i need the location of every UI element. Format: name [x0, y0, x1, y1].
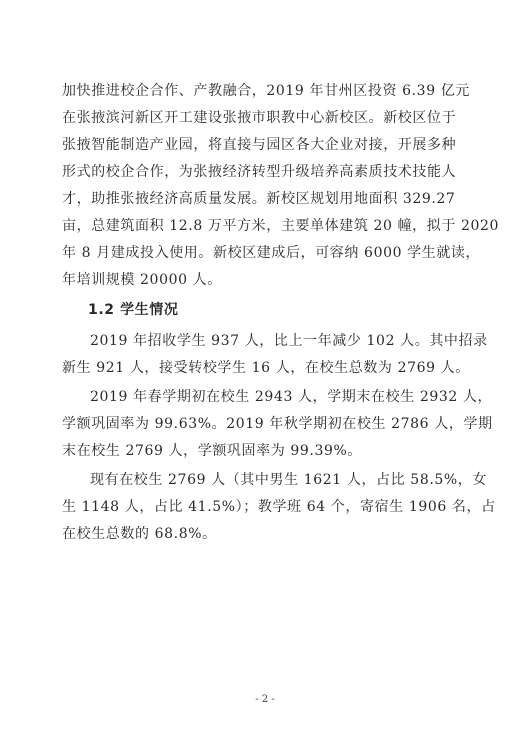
text-line: 年培训规模 20000 人。: [62, 272, 222, 288]
paragraph-enrollment: [62, 328, 488, 382]
section-heading: 1.2 学生情况: [88, 302, 179, 318]
paragraph-retention-rate: [62, 384, 493, 465]
text-line: 新生 921 人，接受转校学生 16 人，在校生总数为 2769 人。: [62, 360, 470, 376]
text-line: 加快推进校企合作、产教融合，2019 年甘州区投资 6.39 亿元: [62, 83, 470, 99]
text-line: 末在校生 2769 人，学额巩固率为 99.39%。: [62, 443, 362, 459]
text-line: 在校生总数的 68.8%。: [62, 526, 217, 542]
text-line: 生 1148 人，占比 41.5%）；教学班 64 个，寄宿生 1906 名，占: [62, 499, 496, 515]
text-line: 现有在校生 2769 人（其中男生 1621 人，占比 58.5%，女: [90, 472, 487, 488]
text-line: 形式的校企合作，为张掖经济转型升级培养高素质技术技能人: [62, 164, 457, 180]
text-line: 2019 年招收学生 937 人，比上一年减少 102 人。其中招录: [90, 333, 488, 349]
text-line: 2019 年春学期初在校生 2943 人，学期末在校生 2932 人，: [90, 389, 493, 405]
text-line: 才，助推张掖经济高质量发展。新校区规划用地面积 329.27: [62, 191, 456, 207]
paragraph-current-students: [62, 467, 496, 548]
text-line: 年 8 月建成投入使用。新校区建成后，可容纳 6000 学生就读，: [62, 245, 481, 261]
page-content: [62, 78, 500, 548]
paragraph-vocational-campus: [62, 78, 500, 294]
text-line: 张掖智能制造产业园，将直接与园区各大企业对接，开展多种: [62, 137, 457, 153]
text-line: 亩，总建筑面积 12.8 万平方米，主要单体建筑 20 幢，拟于 2020: [62, 218, 500, 234]
page-number: - 2 -: [255, 694, 275, 705]
text-line: 在张掖滨河新区开工建设张掖市职教中心新校区。新校区位于: [62, 110, 457, 126]
text-line: 学额巩固率为 99.63%。2019 年秋学期初在校生 2786 人，学期: [62, 416, 493, 432]
